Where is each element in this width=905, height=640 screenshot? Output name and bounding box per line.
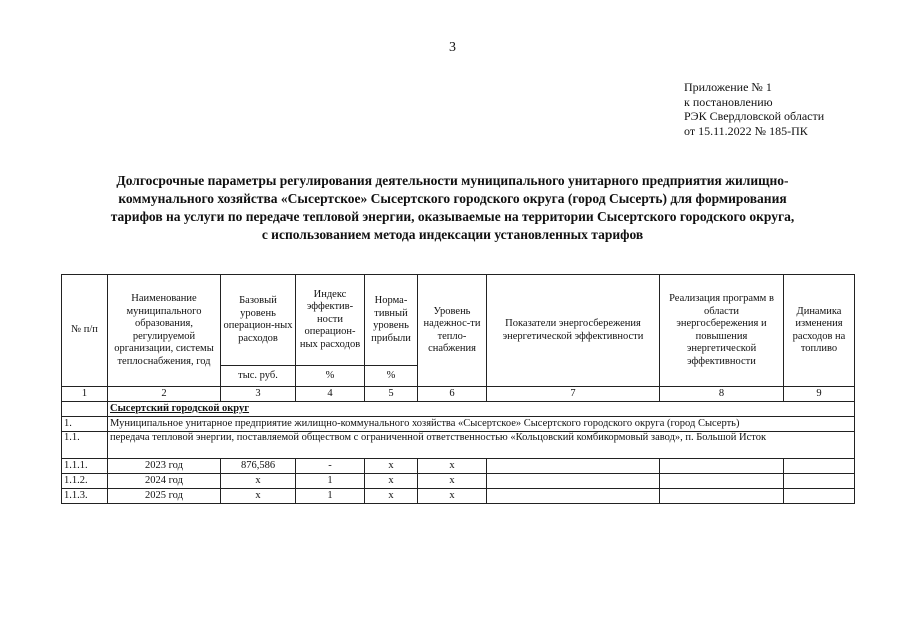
unit-efficiency-index: % <box>296 366 365 387</box>
row-base-opex: х <box>221 489 296 504</box>
column-number: 6 <box>418 387 487 402</box>
parameters-table <box>61 274 855 504</box>
row-fuel-dynamics <box>784 489 855 504</box>
column-number: 9 <box>784 387 855 402</box>
unit-base-opex: тыс. руб. <box>221 366 296 387</box>
header-base-opex: Базовый уровень операцион-ных расходов <box>221 275 296 366</box>
region-number-cell <box>62 402 108 417</box>
document-title <box>60 172 845 244</box>
header-name: Наименование муниципального образования, регулируемой организации, системы теплоснабжения, год <box>108 275 221 387</box>
title-line: с использованием метода индексации установленных тарифов <box>261 227 644 242</box>
row-energy-saving <box>487 474 660 489</box>
row-energy-saving <box>487 489 660 504</box>
table-row <box>62 489 855 504</box>
header-programs: Реализация программ в области энергосбережения и повышения энергетической эффективности <box>660 275 784 387</box>
page-number: 3 <box>449 40 456 55</box>
column-number: 1 <box>62 387 108 402</box>
appendix-block <box>684 80 824 138</box>
appendix-line: от 15.11.2022 № 185-ПК <box>684 123 808 138</box>
unit-profit-level: % <box>365 366 418 387</box>
header-fuel-dynamics: Динамика изменения расходов на топливо <box>784 275 855 387</box>
row-number: 1.1.1. <box>62 459 108 474</box>
header-profit-level: Норма-тивный уровень прибыли <box>365 275 418 366</box>
system-number: 1.1. <box>62 432 108 459</box>
title-line: тарифов на услуги по передаче тепловой энергии, оказываемые на территории Сысертского городского округа, <box>110 209 795 224</box>
column-number: 3 <box>221 387 296 402</box>
column-number-row <box>62 387 855 402</box>
appendix-line: Приложение № 1 <box>684 80 772 94</box>
region-name: Сысертский городской округ <box>110 402 250 414</box>
column-number: 2 <box>108 387 221 402</box>
row-base-opex: 876,586 <box>221 459 296 474</box>
appendix-line: к постановлению <box>684 94 773 109</box>
row-fuel-dynamics <box>784 474 855 489</box>
column-number: 4 <box>296 387 365 402</box>
organization-number: 1. <box>62 417 108 432</box>
row-year: 2023 год <box>108 459 221 474</box>
column-number: 7 <box>487 387 660 402</box>
row-profit-level: х <box>365 489 418 504</box>
row-efficiency-index: 1 <box>296 474 365 489</box>
row-year: 2024 год <box>108 474 221 489</box>
row-energy-saving <box>487 459 660 474</box>
region-row <box>62 402 855 417</box>
system-row <box>62 432 855 459</box>
organization-name: Муниципальное унитарное предприятие жилищно-коммунального хозяйства «Сысертское» Сысертского городского округа (город Сысерть) <box>108 417 855 432</box>
row-programs <box>660 474 784 489</box>
header-efficiency-index: Индекс эффектив-ности операцион-ных расходов <box>296 275 365 366</box>
table-row <box>62 474 855 489</box>
table-row <box>62 459 855 474</box>
row-profit-level: х <box>365 459 418 474</box>
row-reliability: х <box>418 459 487 474</box>
row-fuel-dynamics <box>784 459 855 474</box>
system-name: передача тепловой энергии, поставляемой обществом с ограниченной ответственностью «Кольцовский комбикормовый завод», п. Большой Исток <box>108 432 855 459</box>
row-efficiency-index: 1 <box>296 489 365 504</box>
appendix-line: РЭК Свердловской области <box>684 109 825 123</box>
row-year: 2025 год <box>108 489 221 504</box>
row-base-opex: х <box>221 474 296 489</box>
header-reliability: Уровень надежнос-ти тепло-снабжения <box>418 275 487 387</box>
column-number: 8 <box>660 387 784 402</box>
row-reliability: х <box>418 489 487 504</box>
row-number: 1.1.2. <box>62 474 108 489</box>
row-profit-level: х <box>365 474 418 489</box>
header-number: № п/п <box>62 275 108 387</box>
organization-row <box>62 417 855 432</box>
row-programs <box>660 459 784 474</box>
row-programs <box>660 489 784 504</box>
row-number: 1.1.3. <box>62 489 108 504</box>
row-reliability: х <box>418 474 487 489</box>
row-efficiency-index: - <box>296 459 365 474</box>
column-number: 5 <box>365 387 418 402</box>
header-energy-saving: Показатели энергосбережения энергетической эффективности <box>487 275 660 387</box>
title-line: Долгосрочные параметры регулирования деятельности муниципального унитарного предприятия жилищно- <box>116 173 789 188</box>
title-line: коммунального хозяйства «Сысертское» Сысертского городского округа (город Сысерть) для формирования <box>118 191 787 206</box>
